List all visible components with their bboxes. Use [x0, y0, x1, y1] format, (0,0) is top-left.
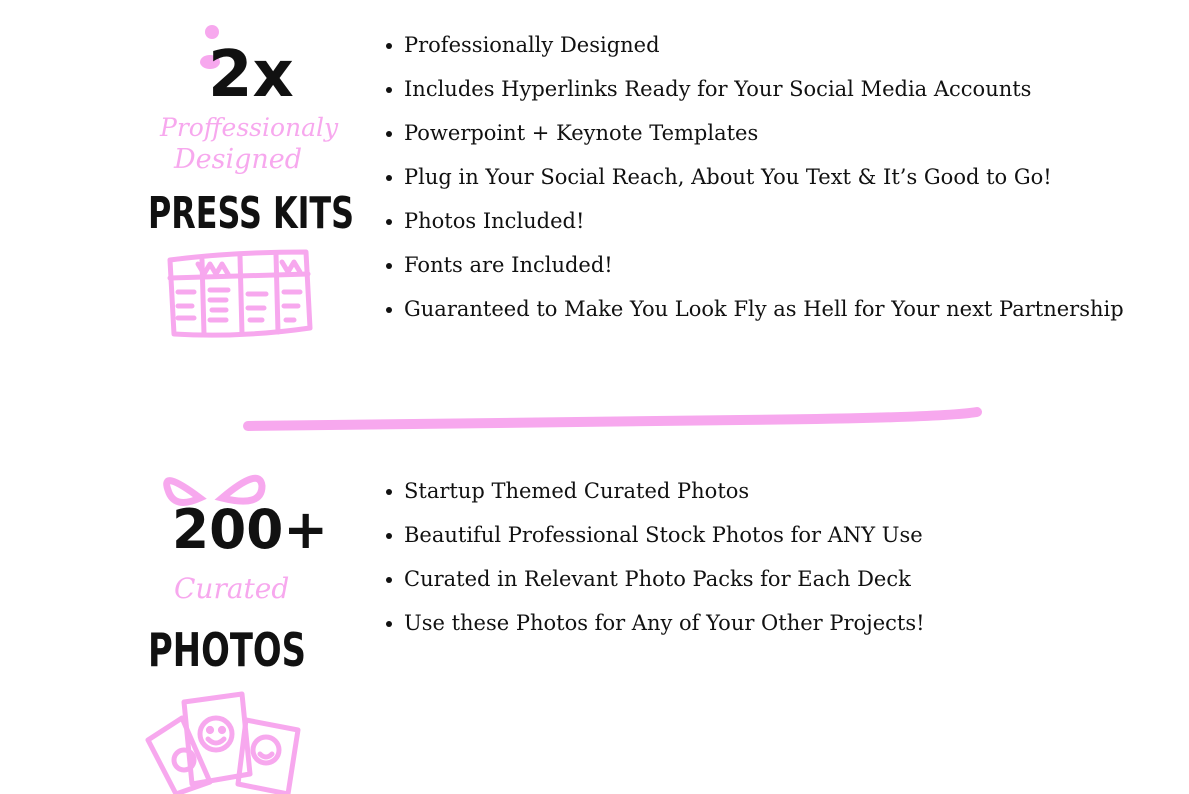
press-kits-count: 2x	[208, 38, 294, 112]
press-kits-section	[0, 0, 1189, 380]
list-item: Professionally Designed	[384, 30, 1124, 74]
photos-feature-list	[384, 476, 925, 652]
press-kits-feature-list	[384, 30, 1124, 338]
pink-dot-accent	[205, 25, 219, 39]
list-item: Includes Hyperlinks Ready for Your Social Media Accounts	[384, 74, 1124, 118]
photos-subtitle: Curated	[174, 572, 290, 605]
list-item: Plug in Your Social Reach, About You Text & It’s Good to Go!	[384, 162, 1124, 206]
list-item: Fonts are Included!	[384, 250, 1124, 294]
photos-count: 200+	[172, 498, 328, 561]
photos-artwork	[140, 468, 330, 792]
list-item: Guaranteed to Make You Look Fly as Hell for Your next Partnership	[384, 294, 1124, 338]
list-item: Startup Themed Curated Photos	[384, 476, 925, 520]
section-divider	[240, 400, 985, 440]
list-item: Beautiful Professional Stock Photos for ANY Use	[384, 520, 925, 564]
spreadsheet-doodle-icon	[170, 252, 310, 335]
press-kits-subtitle-line2: Designed	[174, 144, 303, 175]
press-kits-subtitle-line1: Proffessionaly	[160, 113, 339, 142]
photos-title: PHOTOS	[148, 623, 306, 677]
list-item: Use these Photos for Any of Your Other Projects!	[384, 608, 925, 652]
list-item: Powerpoint + Keynote Templates	[384, 118, 1124, 162]
photos-section	[0, 460, 1189, 794]
list-item: Photos Included!	[384, 206, 1124, 250]
press-kits-title: PRESS KITS	[148, 188, 354, 239]
photo-cards-doodle-icon	[148, 694, 298, 794]
press-kits-artwork	[140, 16, 370, 346]
list-item: Curated in Relevant Photo Packs for Each Deck	[384, 564, 925, 608]
